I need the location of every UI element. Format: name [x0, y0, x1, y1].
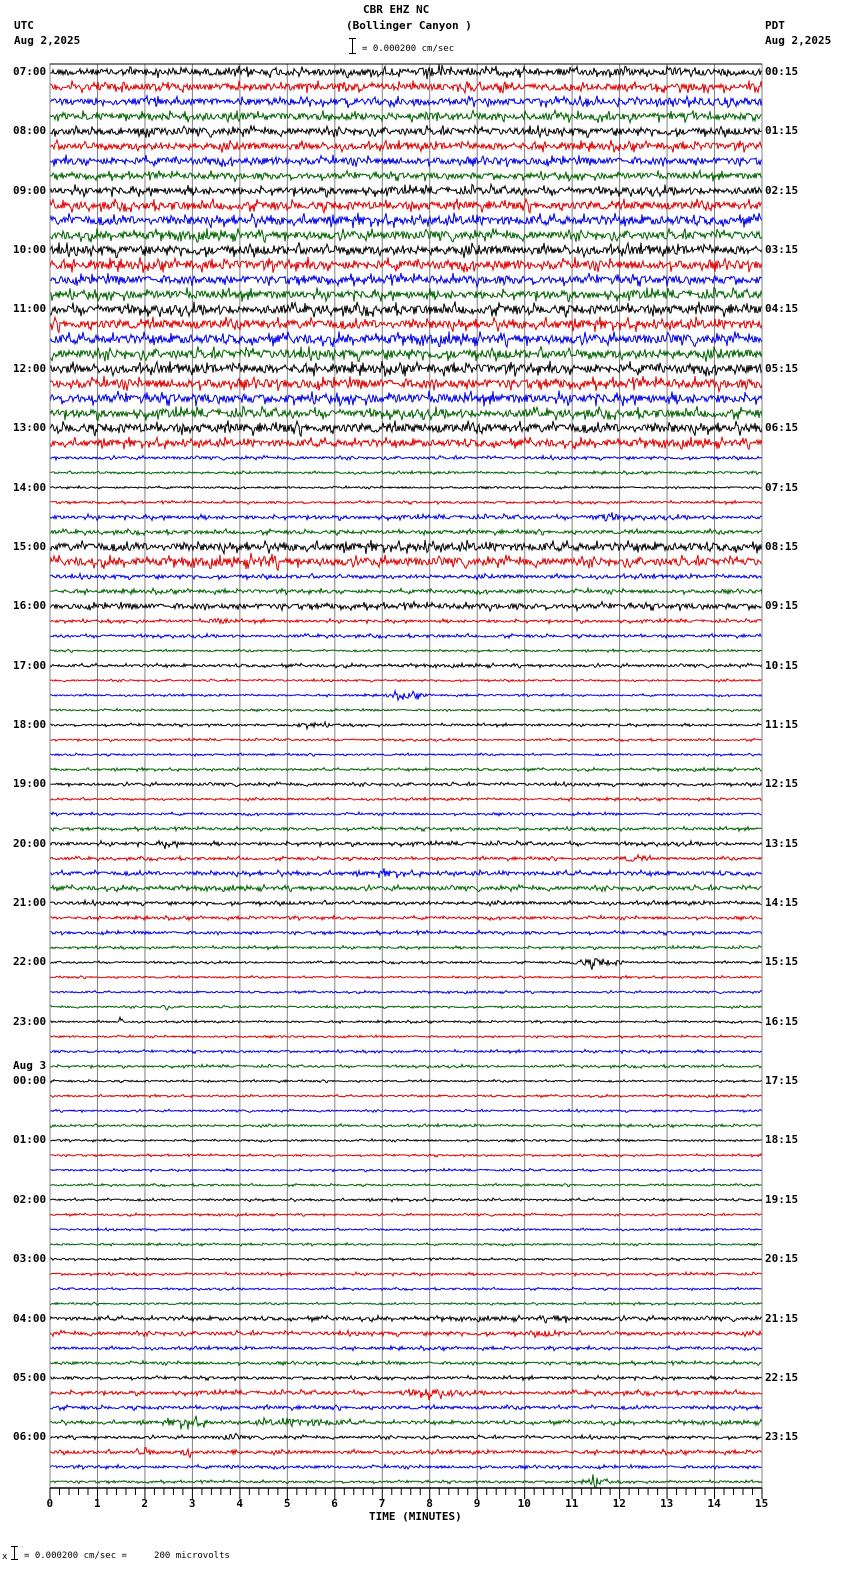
right-time-label: 06:15	[765, 421, 799, 435]
left-date: Aug 2,2025	[14, 34, 81, 47]
left-time-label: 19:00	[13, 777, 47, 791]
right-date: Aug 2,2025	[765, 34, 832, 47]
footer-scale-bar-bottom	[11, 1559, 18, 1560]
trace-row	[50, 976, 762, 979]
trace-row	[50, 96, 762, 108]
left-time-label: 21:00	[13, 896, 47, 910]
trace-row	[50, 486, 762, 489]
trace-row	[50, 868, 762, 878]
left-time-label: 04:00	[13, 1311, 47, 1325]
trace-row	[50, 916, 762, 921]
left-timezone: UTC	[14, 19, 34, 32]
scale-text: = 0.000200 cm/sec	[362, 44, 455, 54]
seismic-traces	[50, 65, 762, 1489]
left-time-label: 06:00	[13, 1430, 47, 1444]
trace-row	[50, 81, 762, 94]
x-tick-label: 12	[612, 1497, 626, 1510]
right-time-label: 12:15	[765, 777, 799, 791]
trace-row	[50, 1287, 762, 1290]
left-time-label: 13:00	[13, 421, 47, 435]
right-timezone: PDT	[765, 19, 785, 32]
trace-row	[50, 301, 762, 317]
trace-row	[50, 768, 762, 772]
trace-row	[50, 1198, 762, 1202]
trace-row	[50, 331, 762, 347]
trace-row	[50, 242, 762, 258]
trace-row	[50, 1064, 762, 1068]
x-tick-label: 10	[517, 1497, 531, 1510]
trace-row	[50, 841, 762, 849]
x-tick-label: 8	[426, 1497, 433, 1510]
x-tick-label: 6	[331, 1497, 338, 1510]
trace-row	[50, 1035, 762, 1038]
footer-scale-bar-icon	[14, 1546, 15, 1560]
trace-row	[50, 1124, 762, 1128]
time-axis	[50, 1488, 762, 1499]
trace-row	[50, 1361, 762, 1366]
right-time-label: 16:15	[765, 1014, 799, 1028]
footer-scale-text: = 0.000200 cm/sec = 200 microvolts	[24, 1551, 230, 1561]
trace-row	[50, 812, 762, 816]
trace-row	[50, 140, 762, 153]
trace-row	[50, 1474, 762, 1488]
trace-row	[50, 406, 762, 420]
trace-row	[50, 65, 762, 80]
trace-row	[50, 797, 762, 801]
left-time-label: 11:00	[13, 302, 47, 316]
trace-row	[50, 420, 762, 436]
right-time-label: 08:15	[765, 539, 799, 553]
right-time-label: 19:15	[765, 1192, 799, 1206]
trace-row	[50, 376, 762, 392]
trace-row	[50, 1389, 762, 1400]
trace-row	[50, 679, 762, 682]
left-time-label: 17:00	[13, 658, 47, 672]
trace-row	[50, 885, 762, 892]
x-axis-label: TIME (MINUTES)	[369, 1510, 462, 1523]
trace-row	[50, 110, 762, 123]
x-tick-label: 1	[93, 1497, 101, 1510]
trace-row	[50, 753, 762, 756]
trace-row	[50, 553, 762, 570]
trace-row	[50, 991, 762, 994]
left-time-label: 10:00	[13, 243, 47, 257]
trace-row	[50, 722, 762, 729]
trace-row	[50, 738, 762, 741]
right-time-label: 18:15	[765, 1133, 799, 1147]
trace-row	[50, 501, 762, 505]
trace-row	[50, 1302, 762, 1305]
trace-row	[50, 618, 762, 623]
trace-row	[50, 125, 762, 137]
trace-row	[50, 1109, 762, 1112]
trace-row	[50, 198, 762, 212]
trace-row	[50, 959, 762, 970]
left-time-label: 03:00	[13, 1252, 47, 1266]
right-time-label: 09:15	[765, 599, 799, 613]
left-time-label: 00:00	[13, 1074, 47, 1088]
trace-row	[50, 512, 762, 521]
right-time-label: 23:15	[765, 1430, 799, 1444]
trace-row	[50, 691, 762, 700]
right-time-label: 04:15	[765, 302, 799, 316]
x-tick-label: 15	[755, 1497, 769, 1510]
trace-row	[50, 471, 762, 475]
trace-row	[50, 1154, 762, 1157]
trace-row	[50, 1094, 762, 1097]
x-tick-label: 4	[236, 1497, 243, 1510]
left-time-label: 15:00	[13, 539, 47, 553]
left-time-label: 07:00	[13, 65, 47, 78]
trace-row	[50, 540, 762, 554]
trace-row	[50, 1315, 762, 1323]
trace-row	[50, 346, 762, 362]
left-time-label: 22:00	[13, 955, 47, 969]
x-tick-label: 14	[707, 1497, 721, 1510]
trace-row	[50, 529, 762, 535]
left-time-label: 08:00	[13, 124, 47, 138]
trace-row	[50, 273, 762, 287]
trace-row	[50, 663, 762, 668]
trace-row	[50, 649, 762, 652]
trace-row	[50, 391, 762, 407]
right-time-label: 10:15	[765, 658, 799, 672]
right-time-label: 22:15	[765, 1370, 799, 1384]
trace-row	[50, 1183, 762, 1186]
left-time-label: 05:00	[13, 1370, 47, 1384]
x-tick-label: 0	[46, 1497, 54, 1510]
right-time-label: 20:15	[765, 1252, 799, 1266]
left-time-label: 14:00	[13, 480, 47, 494]
right-time-label: 02:15	[765, 183, 799, 197]
trace-row	[50, 1139, 762, 1142]
station-location: (Bollinger Canyon )	[346, 19, 472, 32]
footer-scale-bar-top	[11, 1546, 18, 1547]
right-time-label: 15:15	[765, 955, 799, 969]
trace-row	[50, 257, 762, 273]
trace-row	[50, 1433, 762, 1439]
left-time-label: 20:00	[13, 836, 47, 850]
trace-row	[50, 1243, 762, 1246]
left-time-label: 01:00	[13, 1133, 47, 1147]
trace-row	[50, 287, 762, 301]
trace-row	[50, 855, 762, 862]
trace-row	[50, 1447, 762, 1457]
trace-row	[50, 574, 762, 580]
trace-row	[50, 1213, 762, 1216]
trace-row	[50, 1376, 762, 1381]
x-tick-label: 5	[283, 1497, 291, 1510]
trace-row	[50, 1416, 762, 1430]
x-tick-label: 11	[565, 1497, 579, 1510]
trace-row	[50, 213, 762, 228]
right-time-label: 17:15	[765, 1074, 799, 1088]
trace-row	[50, 1346, 762, 1351]
left-time-label: Aug 3	[13, 1059, 47, 1073]
right-time-label: 03:15	[765, 243, 799, 257]
right-time-label: 00:15	[765, 65, 799, 78]
x-tick-label: 3	[188, 1497, 196, 1510]
trace-row	[50, 456, 762, 461]
left-time-label: 23:00	[13, 1014, 47, 1028]
trace-row	[50, 900, 762, 906]
trace-row	[50, 437, 762, 450]
trace-row	[50, 946, 762, 950]
trace-row	[50, 1272, 762, 1276]
trace-row	[50, 782, 762, 787]
left-time-label: 18:00	[13, 717, 47, 731]
trace-row	[50, 1017, 762, 1023]
trace-row	[50, 317, 762, 333]
trace-row	[50, 1005, 762, 1010]
left-time-label: 09:00	[13, 183, 47, 197]
x-tick-label: 7	[378, 1497, 386, 1510]
trace-row	[50, 709, 762, 712]
trace-row	[50, 634, 762, 639]
footer-prefix-mark: x	[2, 1552, 8, 1562]
trace-row	[50, 1050, 762, 1054]
trace-row	[50, 1465, 762, 1470]
trace-row	[50, 602, 762, 611]
left-time-label: 16:00	[13, 599, 47, 613]
right-time-label: 01:15	[765, 124, 799, 138]
trace-row	[50, 155, 762, 167]
trace-row	[50, 228, 762, 242]
trace-row	[50, 1330, 762, 1337]
station-title: CBR EHZ NC	[363, 3, 430, 16]
x-tick-label: 9	[473, 1497, 481, 1510]
right-time-label: 05:15	[765, 361, 799, 375]
trace-row	[50, 1405, 762, 1411]
trace-row	[50, 184, 762, 197]
right-time-label: 07:15	[765, 480, 799, 494]
x-tick-label: 2	[141, 1497, 149, 1510]
trace-row	[50, 1258, 762, 1261]
right-time-label: 11:15	[765, 717, 799, 731]
left-time-label: 12:00	[13, 361, 47, 375]
trace-row	[50, 588, 762, 594]
x-tick-label: 13	[660, 1497, 674, 1510]
trace-row	[50, 361, 762, 377]
right-time-label: 14:15	[765, 896, 799, 910]
trace-row	[50, 170, 762, 181]
trace-row	[50, 827, 762, 832]
right-time-label: 13:15	[765, 836, 799, 850]
trace-row	[50, 1080, 762, 1083]
right-time-label: 21:15	[765, 1311, 799, 1325]
trace-row	[50, 930, 762, 935]
trace-row	[50, 1228, 762, 1231]
left-time-label: 02:00	[13, 1192, 47, 1206]
trace-row	[50, 1169, 762, 1172]
